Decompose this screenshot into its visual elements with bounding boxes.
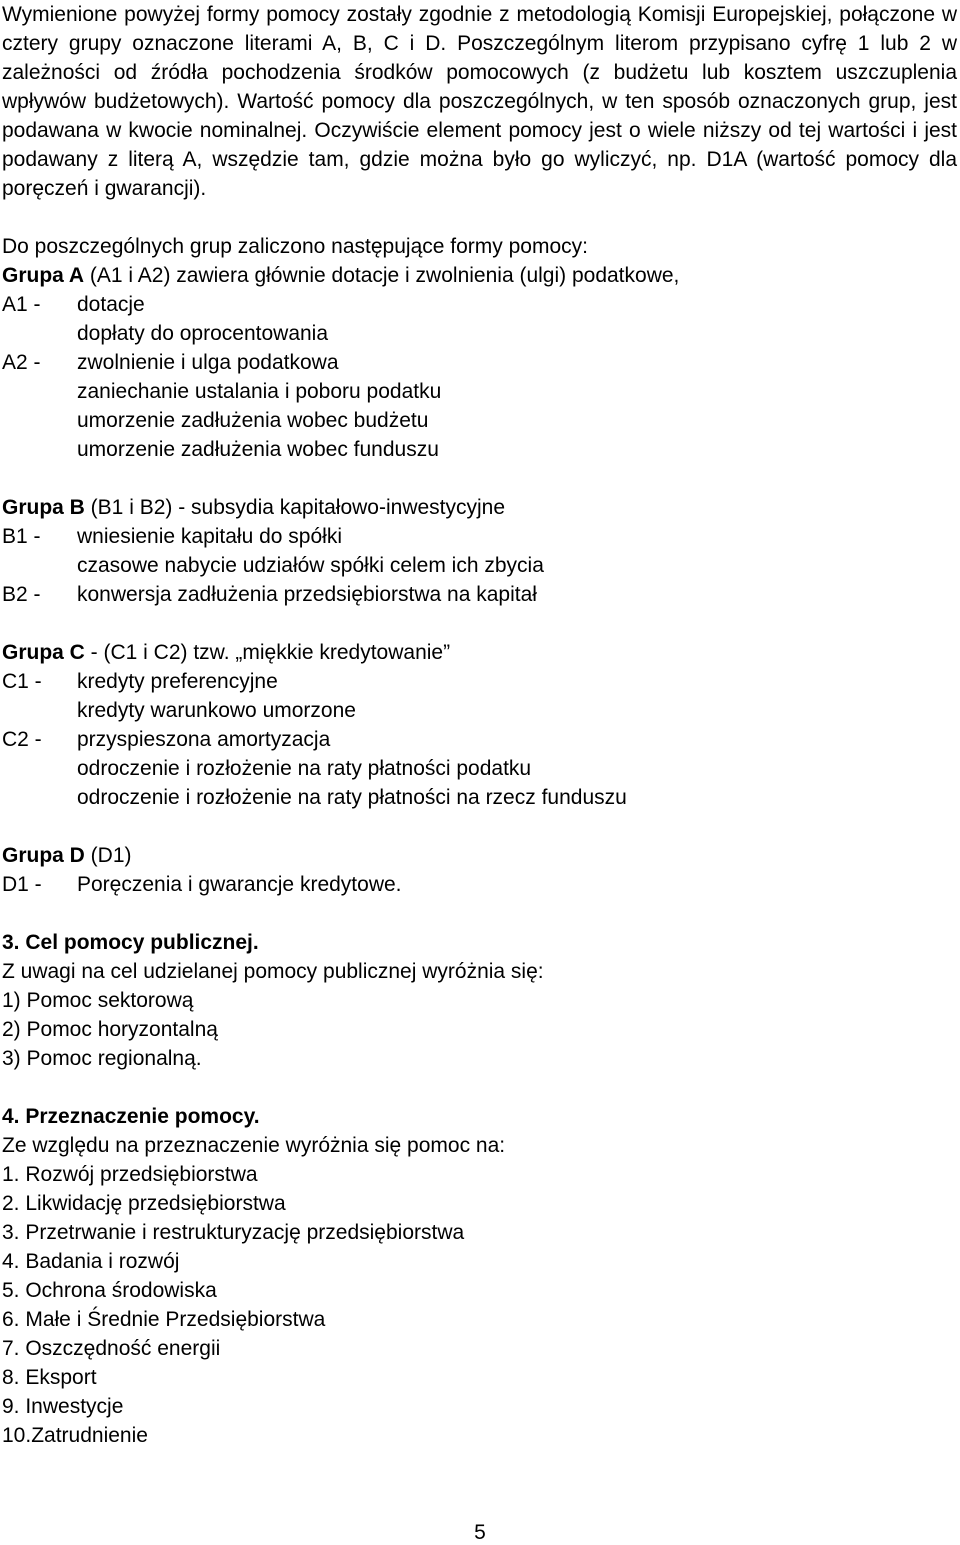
- b1-code: B1 -: [2, 525, 41, 548]
- list-item: 8. Eksport: [2, 1366, 97, 1389]
- group-c-heading: [2, 638, 957, 667]
- a1-row: [2, 290, 957, 319]
- d1-code: D1 -: [2, 873, 42, 896]
- c2-code: C2 -: [2, 728, 42, 751]
- a2-item: zaniechanie ustalania i poboru podatku: [77, 380, 442, 403]
- group-a-description: (A1 i A2) zawiera głównie dotacje i zwolnienia (ulgi) podatkowe,: [84, 264, 680, 287]
- group-d-description: (D1): [84, 844, 132, 867]
- c1-item: kredyty preferencyjne: [77, 670, 278, 693]
- a2-item: umorzenie zadłużenia wobec funduszu: [77, 438, 439, 461]
- group-a-title: Grupa A: [2, 264, 85, 287]
- section-4-heading: 4. Przeznaczenie pomocy.: [2, 1105, 260, 1128]
- group-b-title: Grupa B: [2, 496, 85, 519]
- section-3-heading: 3. Cel pomocy publicznej.: [2, 931, 259, 954]
- group-d-title: Grupa D: [2, 844, 85, 867]
- list-item: 3. Przetrwanie i restrukturyzację przedsiębiorstwa: [2, 1221, 465, 1244]
- a2-item: zwolnienie i ulga podatkowa: [77, 351, 339, 374]
- d1-item: Poręczenia i gwarancje kredytowe.: [77, 873, 402, 896]
- intro-paragraph: Wymienione powyżej formy pomocy zostały zgodnie z metodologią Komisji Europejskiej, połączone w cztery grupy oznaczone literami A, B, C i D. Poszczególnym literom przypisano cyfrę 1 lub 2 w zależności od źródła pochodzenia środków pomocowych (z budżetu lub kosztem uszczuplenia wpływów budżetowych). Wartość pomocy dla poszczególnych, w ten sposób oznaczonych grup, jest podawana w kwocie nominalnej. Oczywiście element pomocy jest o wiele niższy od tej wartości i jest podawany z literą A, wszędzie tam, gdzie można było go wyliczyć, np. D1A (wartość pomocy dla poręczeń i gwarancji).: [2, 3, 957, 200]
- b2-code: B2 -: [2, 583, 41, 606]
- group-d-heading: [2, 841, 957, 870]
- group-a-heading: [2, 261, 957, 290]
- section-4-intro: Ze względu na przeznaczenie wyróżnia się pomoc na:: [2, 1134, 506, 1157]
- a2-item: umorzenie zadłużenia wobec budżetu: [77, 409, 429, 432]
- c2-row: [2, 725, 957, 754]
- c2-item: odroczenie i rozłożenie na raty płatności na rzecz funduszu: [77, 786, 627, 809]
- group-b-description: (B1 i B2) - subsydia kapitałowo-inwestycyjne: [84, 496, 506, 519]
- c1-code: C1 -: [2, 670, 42, 693]
- group-b-heading: [2, 493, 957, 522]
- page-number: 5: [474, 1521, 486, 1544]
- b2-row: [2, 580, 957, 609]
- list-item: 10.Zatrudnienie: [2, 1424, 148, 1447]
- b2-item: konwersja zadłużenia przedsiębiorstwa na kapitał: [77, 583, 537, 606]
- groups-intro: Do poszczególnych grup zaliczono następujące formy pomocy:: [2, 235, 588, 258]
- a1-item: dopłaty do oprocentowania: [77, 322, 329, 345]
- group-c-title: Grupa C: [2, 641, 85, 664]
- list-item: 9. Inwestycje: [2, 1395, 124, 1418]
- list-item: 1) Pomoc sektorową: [2, 989, 194, 1012]
- section-3-intro: Z uwagi na cel udzielanej pomocy publicznej wyróżnia się:: [2, 960, 544, 983]
- group-c-description: - (C1 i C2) tzw. „miękkie kredytowanie”: [84, 641, 451, 664]
- c1-row: [2, 667, 957, 696]
- a2-code: A2 -: [2, 351, 41, 374]
- list-item: 2) Pomoc horyzontalną: [2, 1018, 218, 1041]
- a2-row: [2, 348, 957, 377]
- list-item: 4. Badania i rozwój: [2, 1250, 180, 1273]
- b1-row: [2, 522, 957, 551]
- list-item: 1. Rozwój przedsiębiorstwa: [2, 1163, 258, 1186]
- b1-item: czasowe nabycie udziałów spółki celem ich zbycia: [77, 554, 544, 577]
- c2-item: odroczenie i rozłożenie na raty płatności podatku: [77, 757, 532, 780]
- document-page: [2, 0, 957, 1450]
- b1-item: wniesienie kapitału do spółki: [77, 525, 342, 548]
- list-item: 2. Likwidację przedsiębiorstwa: [2, 1192, 286, 1215]
- a1-code: A1 -: [2, 293, 41, 316]
- list-item: 6. Małe i Średnie Przedsiębiorstwa: [2, 1308, 326, 1331]
- c1-item: kredyty warunkowo umorzone: [77, 699, 356, 722]
- list-item: 5. Ochrona środowiska: [2, 1279, 217, 1302]
- a1-item: dotacje: [77, 293, 145, 316]
- list-item: 7. Oszczędność energii: [2, 1337, 221, 1360]
- c2-item: przyspieszona amortyzacja: [77, 728, 331, 751]
- list-item: 3) Pomoc regionalną.: [2, 1047, 202, 1070]
- d1-row: [2, 870, 957, 899]
